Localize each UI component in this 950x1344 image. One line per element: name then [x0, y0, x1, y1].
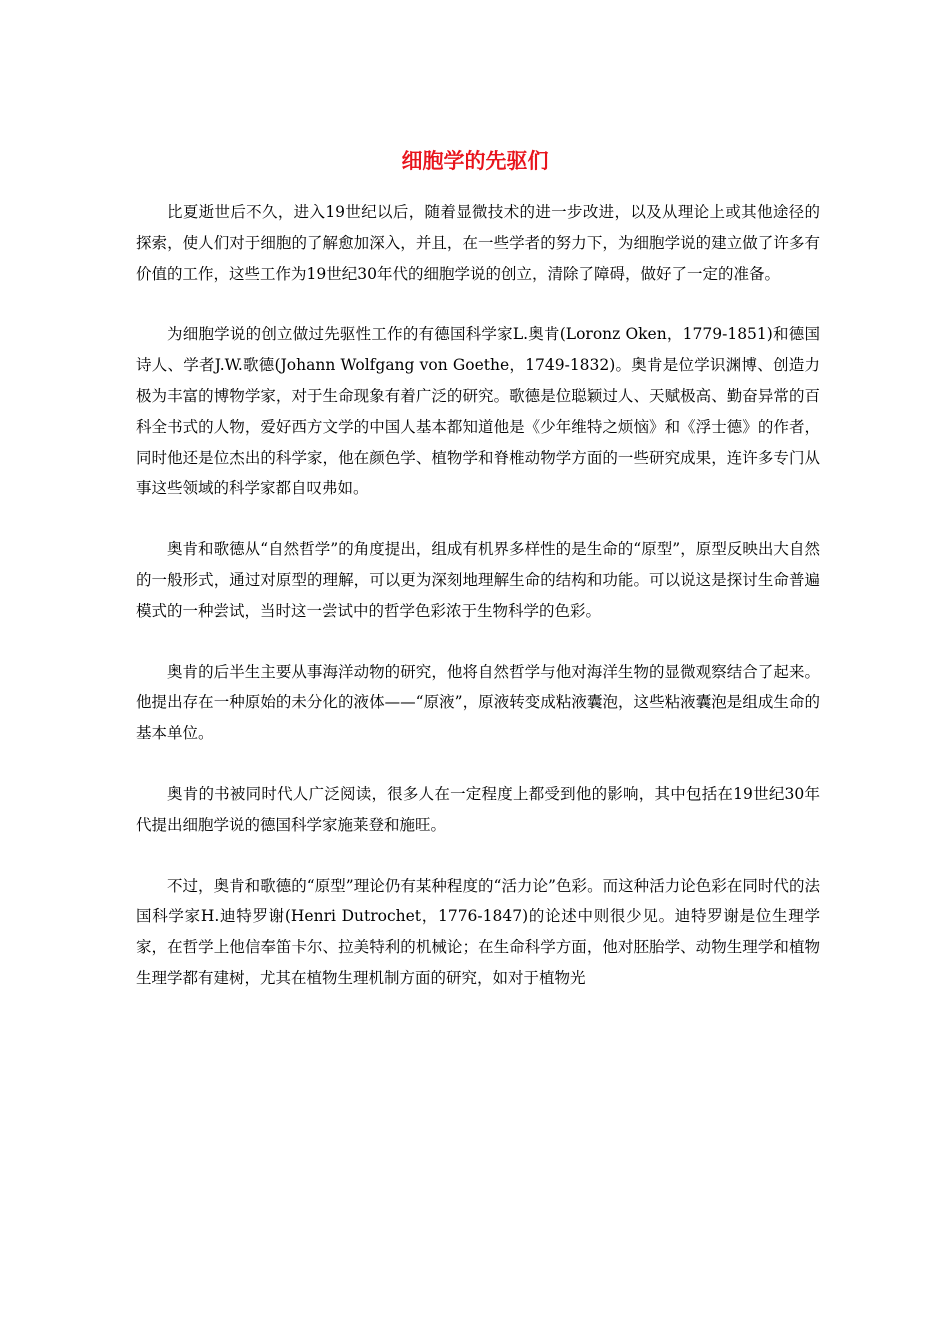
paragraph-5: 奥肯的书被同时代人广泛阅读，很多人在一定程度上都受到他的影响，其中包括在19世纪30年代提出细胞学说的德国科学家施莱登和施旺。	[136, 784, 820, 834]
paragraph-6: 不过，奥肯和歌德的“原型”理论仍有某种程度的“活力论”色彩。而这种活力论色彩在同时代的法国科学家H.迪特罗谢(Henri Dutrochet，1776-1847)的论述中则很少见。迪特罗谢是位生理学家，在哲学上他信奉笛卡尔、拉美特利的机械论；在生命科学方面，他对胚胎学、动物生理学和植物生理学都有建树，尤其在植物生理机制方面的研究，如对于植物光	[136, 876, 820, 987]
paragraph-2: 为细胞学说的创立做过先驱性工作的有德国科学家L.奥肯(Loronz Oken，1779-1851)和德国诗人、学者J.W.歌德(Johann Wolfgang von Goethe，1749-1832)。奥肯是位学识渊博、创造力极为丰富的博物学家，对于生命现象有着广泛的研究。歌德是位聪颖过人、天赋极高、勤奋异常的百科全书式的人物，爱好西方文学的中国人基本都知道他是《少年维特之烦恼》和《浮士德》的作者，同时他还是位杰出的科学家，他在颜色学、植物学和脊椎动物学方面的一些研究成果，连许多专门从事这些领域的科学家都自叹弗如。	[136, 325, 820, 498]
document-title: 细胞学的先驱们	[401, 149, 549, 173]
paragraph-3: 奥肯和歌德从“自然哲学”的角度提出，组成有机界多样性的是生命的“原型”，原型反映出大自然的一般形式，通过对原型的理解，可以更为深刻地理解生命的结构和功能。可以说这是探讨生命普遍模式的一种尝试，当时这一尝试中的哲学色彩浓于生物科学的色彩。	[136, 540, 820, 620]
paragraph-4: 奥肯的后半生主要从事海洋动物的研究，他将自然哲学与他对海洋生物的显微观察结合了起来。他提出存在一种原始的未分化的液体——“原液”，原液转变成粘液囊泡，这些粘液囊泡是组成生命的基本单位。	[136, 662, 820, 743]
document-body	[136, 197, 820, 1024]
paragraph-1: 比夏逝世后不久，进入19世纪以后，随着显微技术的进一步改进，以及从理论上或其他途径的探索，使人们对于细胞的了解愈加深入，并且，在一些学者的努力下，为细胞学说的建立做了许多有价值的工作，这些工作为19世纪30年代的细胞学说的创立，清除了障碍，做好了一定的准备。	[136, 203, 820, 283]
